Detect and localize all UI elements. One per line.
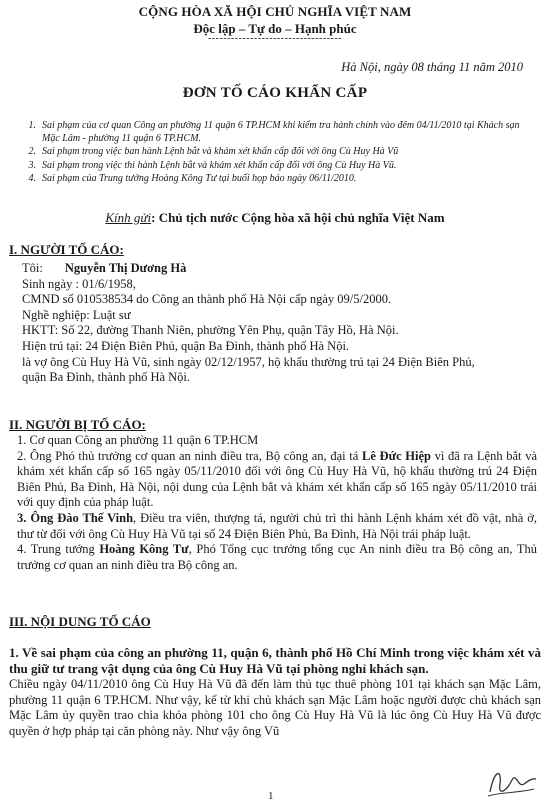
detail-line: CMND số 010538534 do Công an thành phố Hà Nội cấp ngày 09/5/2000. <box>22 292 392 307</box>
accused-item: 4. Trung tướng Hoàng Kông Tư, Phó Tổng cục trưởng tổng cục An ninh điều tra Bộ công an, Thủ trưởng cơ quan an ninh điều tra Bộ công an. <box>17 542 538 572</box>
detail-line: Nghề nghiệp: Luật sư <box>22 307 131 322</box>
content-lead: 1. Về sai phạm của công an phường 11, quận 6, thành phố Hồ Chí Minh trong việc khám xét và thu giữ tư trang vật dụng của ông Cù Huy Hà Vũ tại phòng nghỉ khách sạn. <box>9 645 541 676</box>
header-rule: ----------------------------------- <box>207 33 343 44</box>
national-motto: Độc lập – Tự do – Hạnh phúc <box>193 21 357 36</box>
accused-item: 2. Ông Phó thủ trưởng cơ quan an ninh điều tra, Bộ công an, đại tá Lê Đức Hiệp vì đã ra Lệnh bắt và khám xét khẩn cấp số 165 ngày 05/11/2010 đối với ông Cù Huy Hà Vũ, hộ khẩu thường trú 24 Điện Biên Phủ, Ba Đình, Hà Nội, nội dung của Lệnh bắt và khám xét khẩn cấp số 165 ngày 05/11/2010 trái với quy định của pháp luật. <box>17 448 537 510</box>
dateline: Hà Nội, ngày 08 tháng 11 năm 2010 <box>341 60 523 74</box>
signature-icon <box>484 762 540 802</box>
complainant-name-line: Tôi: Nguyễn Thị Dương Hà <box>22 261 187 275</box>
section-heading: II. NGƯỜI BỊ TỐ CÁO: <box>9 417 146 432</box>
section-heading: III. NỘI DUNG TỐ CÁO <box>9 614 151 629</box>
detail-line: là vợ ông Cù Huy Hà Vũ, sinh ngày 02/12/1957, hộ khẩu thường trú tại 24 Điện Biên Phủ, <box>22 354 475 369</box>
document-header <box>0 4 550 44</box>
summary-item: 4. Sai phạm của Trung tướng Hoàng Kông Tư tại buổi họp báo ngày 06/11/2010. <box>28 172 357 184</box>
summary-item: 2. Sai phạm trong việc ban hành Lệnh bắt và khám xét khẩn cấp đối với ông Cù Huy Hà Vũ <box>28 146 399 158</box>
addressee <box>0 210 550 226</box>
detail-line: HKTT: Số 22, đường Thanh Niên, phường Yên Phụ, quận Tây Hồ, Hà Nội. <box>22 323 399 338</box>
complainant-details <box>22 261 542 386</box>
complainant-name: Nguyễn Thị Dương Hà <box>64 261 187 275</box>
national-title: CỘNG HÒA XÃ HỘI CHỦ NGHĨA VIỆT NAM <box>138 4 412 19</box>
summary-item: 3. Sai phạm trong việc thi hành Lệnh bắt và khám xét khẩn cấp đối với ông Cù Huy Hà Vũ. <box>28 159 397 171</box>
content-body: Chiều ngày 04/11/2010 ông Cù Huy Hà Vũ đã đến làm thủ tục thuê phòng 101 tại khách sạn Mặc Lâm, phường 11 quận 6 TP.HCM. Như vậy, kể từ khi chủ khách sạn Mặc Lâm hoặc người được chủ khách sạn Mặc Lâm ủy quyền trao chìa khóa phòng 101 cho ông Cù Huy Hà Vũ là lúc ông Cù Huy Hà Vũ được quyền ở hợp pháp tại căn phòng này. Như vậy ông Vũ <box>9 677 541 738</box>
summary-item: 1. Sai phạm của cơ quan Công an phường 11 quận 6 TP.HCM khi kiểm tra hành chính vào đêm 04/11/2010 tại Khách sạn Mặc Lâm - phường 11 quận 6 TP.HCM. <box>28 120 520 145</box>
addressee-recipient: : Chủ tịch nước Cộng hòa xã hội chủ nghĩa Việt Nam <box>151 210 445 225</box>
detail-line: Sinh ngày : 01/6/1958, <box>22 276 136 291</box>
accused-list <box>17 433 537 573</box>
detail-line: quận Ba Đình, thành phố Hà Nội. <box>22 370 191 385</box>
accused-item: 1. Cơ quan Công an phường 11 quận 6 TP.HCM <box>17 433 259 447</box>
accused-item: 3. Ông Đào Thế Vinh, Điều tra viên, thượng tá, người chủ trì thi hành Lệnh khám xét đồ vật, nhà ở, thư từ đối với ông Cù Huy Hà Vũ tại số 24 Điện Biên Phủ, Ba Đình, Hà Nội trái pháp luật. <box>17 510 537 541</box>
summary-list <box>14 119 534 185</box>
document-title: ĐƠN TỐ CÁO KHẨN CẤP <box>182 85 368 101</box>
page-number: 1 <box>268 790 274 802</box>
detail-line: Hiện trú tại: 24 Điện Biên Phủ, quận Ba Đình, thành phố Hà Nội. <box>22 338 350 353</box>
section-heading: I. NGƯỜI TỐ CÁO: <box>9 242 124 257</box>
addressee-label: Kính gửi <box>105 210 152 225</box>
complaint-content <box>9 645 541 739</box>
